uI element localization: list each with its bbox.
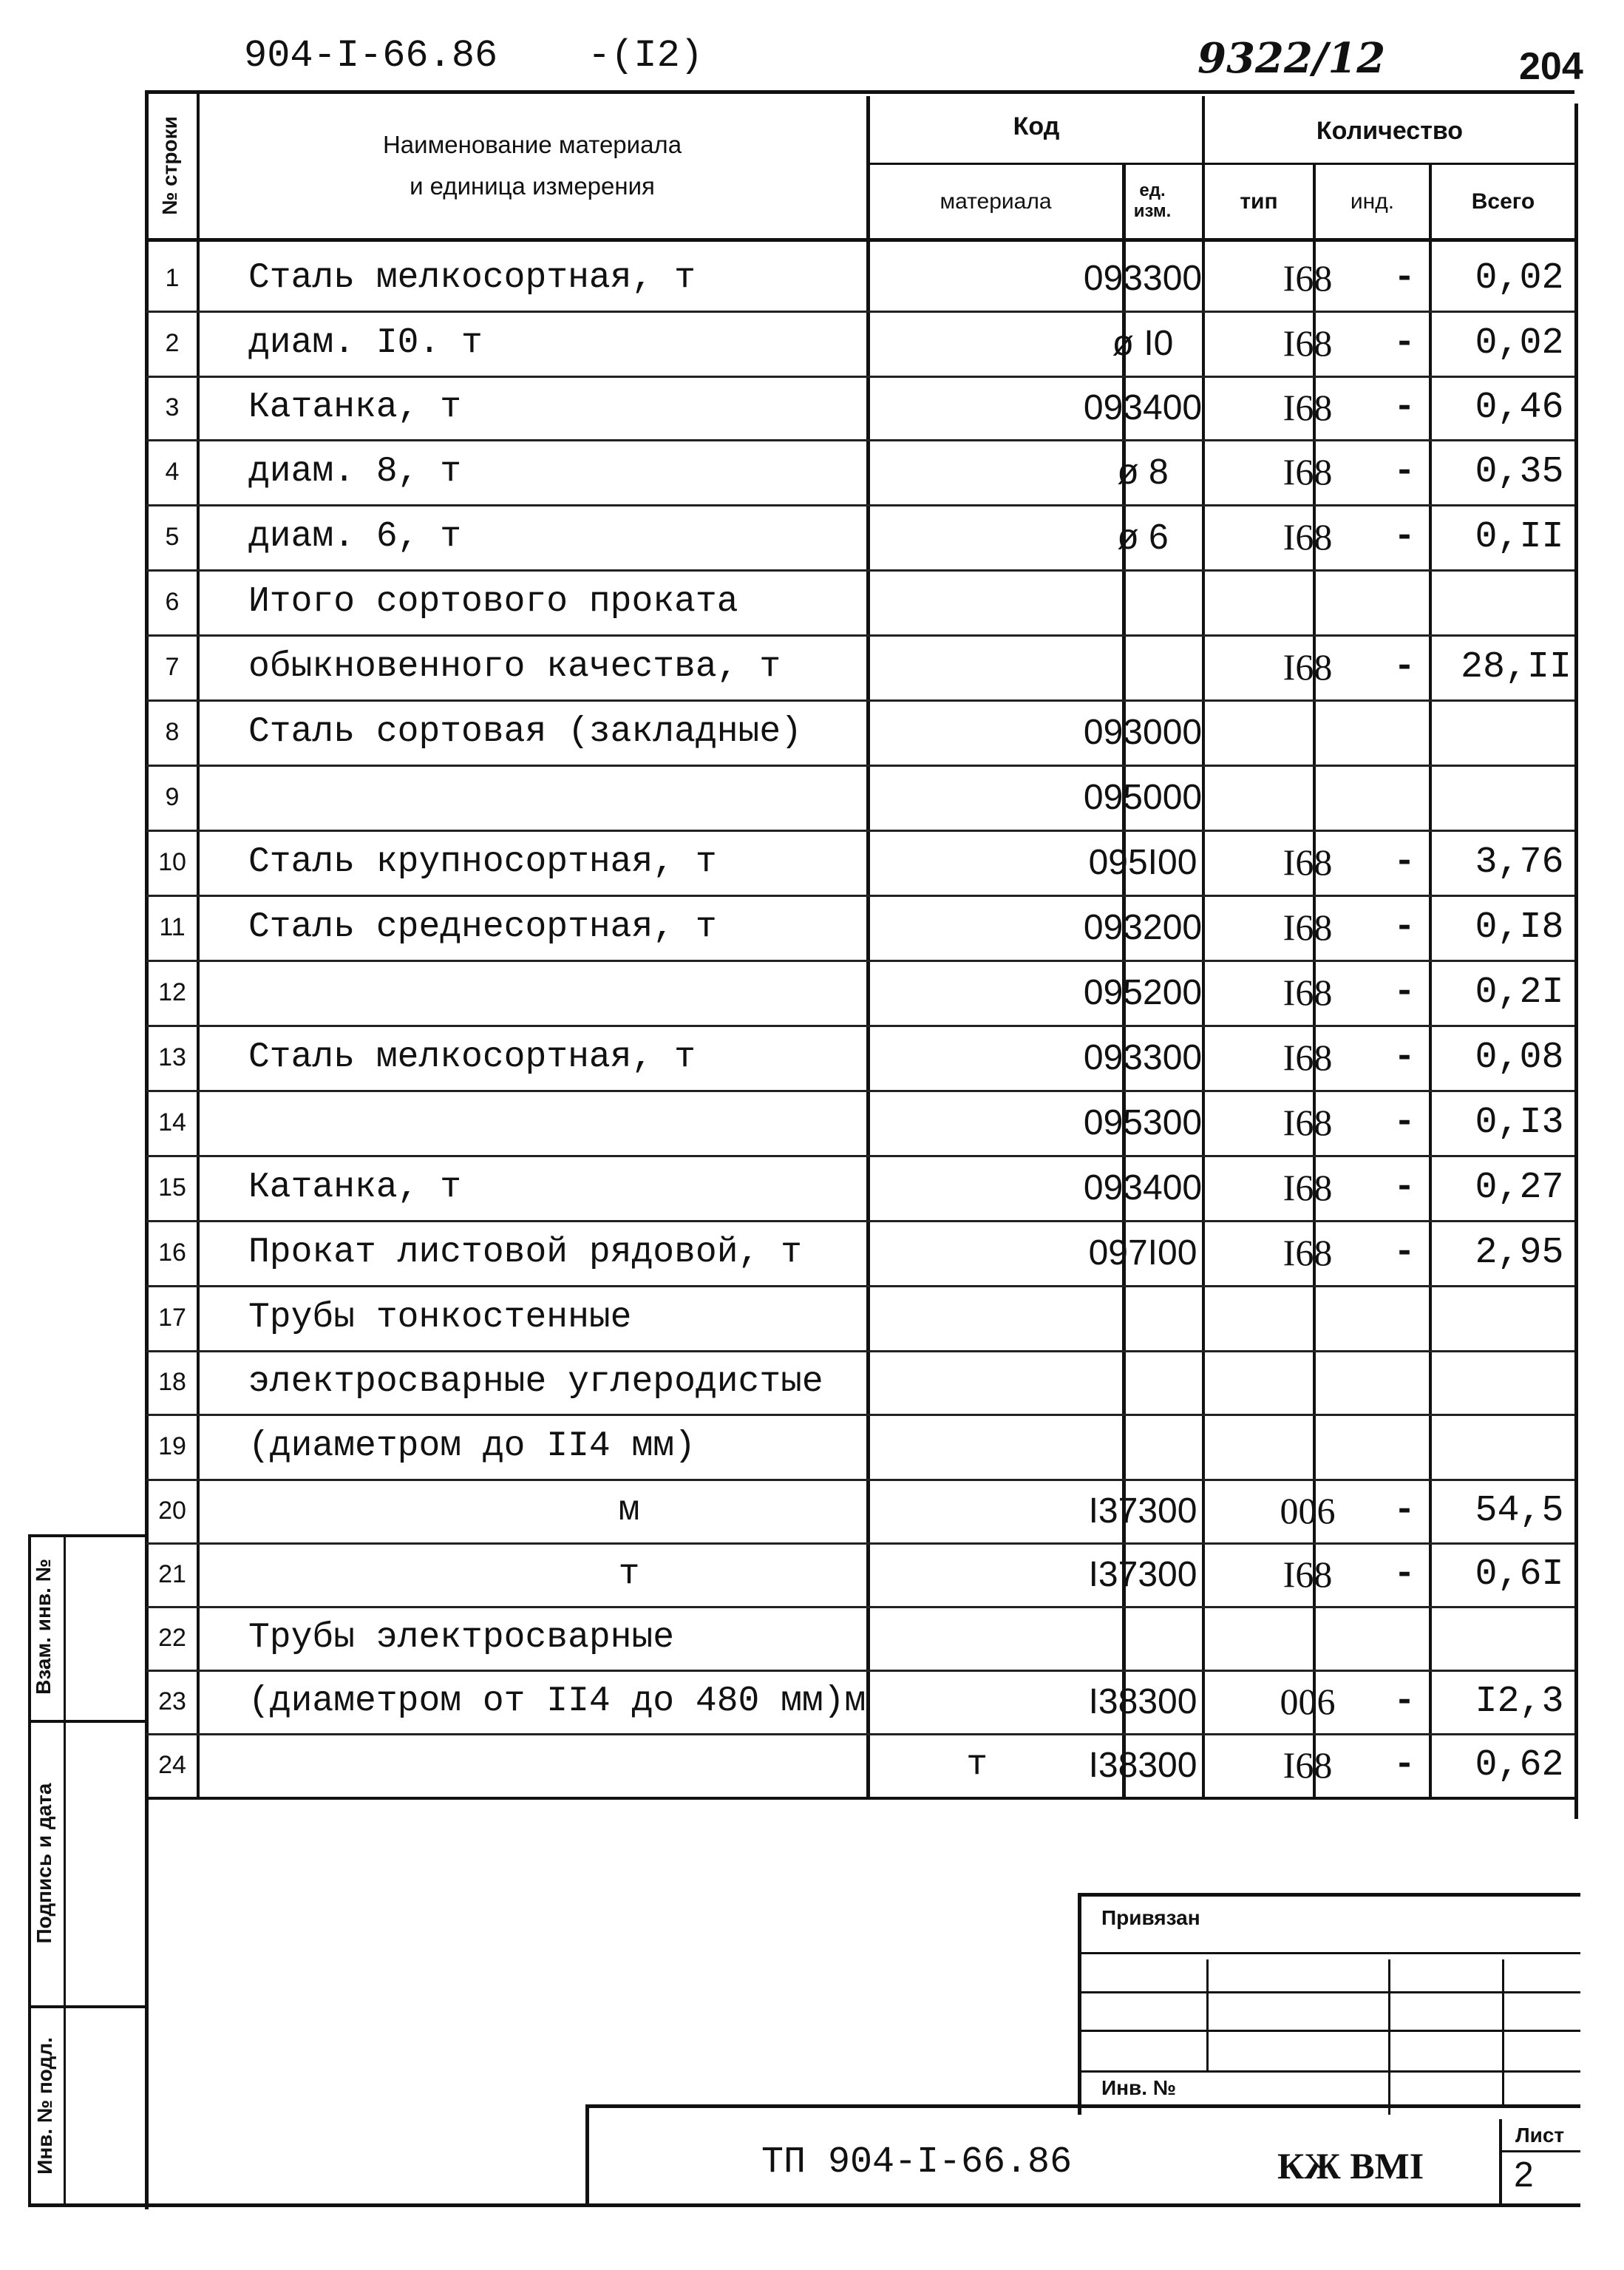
- material-code: 095200: [1083, 972, 1203, 1012]
- row-number: 13: [158, 1043, 186, 1071]
- stamp-divider-2: [28, 2005, 146, 2008]
- unit-code: I68: [1282, 1167, 1333, 1208]
- qty-total: [1431, 569, 1573, 634]
- code-unit-header: ед. изм.: [1133, 180, 1172, 221]
- table-row: [146, 895, 1574, 962]
- material-name: Трубы тонкостенные: [248, 1298, 632, 1338]
- table-row: [146, 1220, 1574, 1287]
- unit-code: I68: [1282, 972, 1333, 1013]
- material-name: Прокат листовой рядовой, т: [248, 1233, 802, 1273]
- qty-type-header: тип: [1240, 189, 1278, 214]
- qty-total: [1431, 1025, 1573, 1090]
- qty-group-header: Количество: [1316, 117, 1464, 145]
- qty-type: -: [1393, 323, 1416, 363]
- material-name: (диаметром до II4 мм): [248, 1426, 696, 1466]
- table-row: [146, 765, 1574, 832]
- qty-total-header: Всего: [1471, 189, 1535, 214]
- qty-type: -: [1393, 907, 1416, 947]
- material-name: Итого сортового проката: [248, 582, 738, 622]
- unit-code: I68: [1282, 1744, 1333, 1786]
- qty-total: [1431, 245, 1573, 311]
- binding-inv-label: Инв. №: [1101, 2076, 1177, 2099]
- row-number: 6: [165, 587, 180, 616]
- unit-code: 006: [1280, 1681, 1336, 1722]
- qty-type: -: [1393, 1491, 1416, 1531]
- stamp-podpis-data: Подпись и дата: [33, 1783, 55, 1944]
- row-number: 10: [158, 847, 186, 876]
- table-row: [146, 1542, 1574, 1608]
- material-name: [248, 1090, 1010, 1155]
- material-code: I38300: [1088, 1681, 1197, 1721]
- material-code: [1017, 1606, 1268, 1670]
- unit-code: I68: [1282, 841, 1333, 883]
- code-material-header: материала: [940, 189, 1052, 214]
- binding-col-1: [1206, 1959, 1209, 2070]
- qty-total: [1431, 1606, 1573, 1670]
- material-name: Сталь крупносортная, т: [248, 842, 717, 882]
- material-code: 095I00: [1088, 842, 1197, 882]
- qty-type: -: [1393, 842, 1416, 882]
- material-name: электросварные углеродистые: [248, 1362, 823, 1402]
- binding-top-line: [1078, 1893, 1580, 1897]
- material-name: диам. 8, т: [248, 452, 462, 492]
- qty-total: [1431, 1350, 1573, 1414]
- row-number: 4: [165, 457, 180, 486]
- qty-type: -: [1393, 1168, 1416, 1207]
- qty-total: [1431, 895, 1573, 960]
- qty-ind: 0,02: [1475, 257, 1564, 299]
- material-name: Сталь сортовая (закладные): [248, 712, 802, 752]
- row-number: 12: [158, 978, 186, 1006]
- qty-total: [1431, 830, 1573, 895]
- unit-code: I68: [1282, 646, 1333, 688]
- qty-type: -: [1393, 647, 1416, 687]
- stamp-outer-line: [28, 1534, 31, 2207]
- qty-ind: I2,3: [1475, 1680, 1564, 1723]
- row-number: 23: [158, 1687, 186, 1715]
- binding-line-1: [1081, 1952, 1580, 1954]
- material-name: (диаметром от II4 до 480 мм)м: [248, 1681, 866, 1721]
- table-row: [146, 1670, 1574, 1735]
- row-number: 18: [158, 1367, 186, 1396]
- row-number: 16: [158, 1238, 186, 1267]
- table-row: [146, 1479, 1574, 1545]
- row-number: 9: [165, 782, 180, 811]
- stamp-inv-podl: Инв. № подл.: [33, 2037, 56, 2175]
- material-code: 093000: [1083, 712, 1203, 752]
- unit-code: [1273, 1350, 1342, 1414]
- material-code: 097I00: [1088, 1233, 1197, 1273]
- unit-code: I68: [1282, 451, 1333, 492]
- table-row: [146, 634, 1574, 702]
- unit-code: [1273, 569, 1342, 634]
- qty-total: [1431, 311, 1573, 376]
- page-number: 204: [1519, 45, 1583, 88]
- material-code: [1017, 1350, 1268, 1414]
- material-code: [1017, 1414, 1268, 1479]
- material-code: 093300: [1083, 1037, 1203, 1077]
- table-row: [146, 311, 1574, 378]
- qty-type: -: [1393, 972, 1416, 1012]
- material-name: т: [966, 1745, 988, 1785]
- handwritten-number: 9322/12: [1197, 34, 1386, 83]
- title-mark: КЖ ВМI: [1277, 2145, 1424, 2186]
- material-code: I37300: [1088, 1491, 1197, 1531]
- qty-total: [1431, 1733, 1573, 1797]
- material-code: 095300: [1083, 1102, 1203, 1142]
- table-row: [146, 960, 1574, 1027]
- sheet-number: 2: [1514, 2155, 1534, 2195]
- row-number: 2: [165, 328, 180, 357]
- row-number: 7: [165, 652, 180, 681]
- header-bottom-border: [145, 238, 1576, 242]
- qty-total: [1431, 1479, 1573, 1542]
- qty-type: -: [1393, 1233, 1416, 1273]
- material-name: Катанка, т: [248, 1168, 462, 1207]
- material-code: ø 8: [1117, 452, 1169, 492]
- material-name: [248, 960, 1010, 1025]
- qty-ind: 0,46: [1475, 386, 1564, 429]
- material-name: диам. 6, т: [248, 517, 462, 557]
- qty-total: [1431, 1670, 1573, 1733]
- material-code: 093200: [1083, 907, 1203, 947]
- row-number: 22: [158, 1623, 186, 1652]
- material-name: Сталь мелкосортная, т: [248, 258, 696, 298]
- binding-col-3: [1502, 1959, 1504, 2107]
- table-row: [146, 504, 1574, 572]
- table-row: [146, 1155, 1574, 1222]
- qty-total: [1431, 1090, 1573, 1155]
- row-number: 3: [165, 393, 180, 421]
- row-number: 20: [158, 1496, 186, 1525]
- material-code: 093400: [1083, 387, 1203, 427]
- qty-ind: 0,35: [1475, 450, 1564, 493]
- unit-code: I68: [1282, 322, 1333, 364]
- binding-line-3: [1081, 2030, 1580, 2032]
- material-name: Трубы электросварные: [248, 1618, 675, 1658]
- binding-line-4: [1081, 2070, 1580, 2073]
- qty-total: [1431, 376, 1573, 439]
- qty-total: [1431, 765, 1573, 830]
- row-number: 1: [165, 263, 180, 292]
- qty-ind: 0,08: [1475, 1036, 1564, 1079]
- table-bottom-border: [145, 1797, 1576, 1800]
- table-row: [146, 376, 1574, 441]
- unit-code: I68: [1282, 1554, 1333, 1595]
- unit-code: I68: [1282, 907, 1333, 948]
- qty-ind: 54,5: [1475, 1489, 1564, 1532]
- qty-type: -: [1393, 1554, 1416, 1594]
- qty-ind-header: инд.: [1350, 189, 1395, 214]
- qty-ind: 0,I8: [1475, 906, 1564, 949]
- qty-ind: 0,II: [1475, 515, 1564, 558]
- material-code: [1017, 1285, 1268, 1350]
- unit-code: I68: [1282, 257, 1333, 299]
- title-block-top-line: [585, 2104, 1580, 2108]
- table-row: [146, 1606, 1574, 1672]
- qty-type: -: [1393, 1745, 1416, 1785]
- qty-type: -: [1393, 1037, 1416, 1077]
- material-name: диам. I0. т: [248, 323, 483, 363]
- unit-code: [1273, 699, 1342, 765]
- title-block-sheet-line: [1499, 2119, 1502, 2205]
- binding-left-line: [1078, 1893, 1081, 2115]
- table-row: [146, 1733, 1574, 1799]
- unit-code: 006: [1280, 1490, 1336, 1531]
- qty-total: [1431, 1155, 1573, 1220]
- unit-code: [1273, 1414, 1342, 1479]
- table-row: [146, 245, 1574, 313]
- row-number: 5: [165, 522, 180, 551]
- qty-type: -: [1393, 1102, 1416, 1142]
- table-row: [146, 1414, 1574, 1481]
- material-name: м: [618, 1491, 640, 1531]
- qty-type: -: [1393, 452, 1416, 492]
- sheet-label: Лист: [1515, 2124, 1565, 2147]
- row-number: 21: [158, 1559, 186, 1588]
- qty-total: [1431, 634, 1573, 699]
- table-top-border: [145, 90, 1574, 94]
- qty-total: [1431, 1414, 1573, 1479]
- material-code: 093300: [1083, 258, 1203, 298]
- unit-code: [1273, 765, 1342, 830]
- part-number: -(I2): [588, 34, 704, 78]
- title-doc-number: ТП 904-I-66.86: [761, 2141, 1073, 2183]
- qty-type: -: [1393, 517, 1416, 557]
- material-name: Катанка, т: [248, 387, 462, 427]
- table-row: [146, 1285, 1574, 1352]
- qty-ind: 0,2I: [1475, 971, 1564, 1014]
- stamp-inner-line: [64, 1534, 66, 2207]
- material-name: Сталь мелкосортная, т: [248, 1037, 696, 1077]
- row-number: 14: [158, 1108, 186, 1136]
- unit-code: I68: [1282, 1102, 1333, 1143]
- binding-col-2: [1388, 1959, 1390, 2115]
- qty-ind: 0,6I: [1475, 1553, 1564, 1596]
- table-row: [146, 699, 1574, 767]
- stamp-divider-1: [28, 1720, 146, 1723]
- table-row: [146, 1025, 1574, 1092]
- name-header-line2: и единица измерения: [410, 172, 655, 200]
- qty-ind: 2,95: [1475, 1231, 1564, 1274]
- qty-total: [1431, 699, 1573, 765]
- qty-total: [1431, 504, 1573, 569]
- material-code: 095000: [1083, 777, 1203, 817]
- qty-total: [1431, 960, 1573, 1025]
- qty-ind: 0,62: [1475, 1744, 1564, 1786]
- unit-code: I68: [1282, 1232, 1333, 1273]
- material-name: обыкновенного качества, т: [248, 647, 781, 687]
- qty-type: -: [1393, 1681, 1416, 1721]
- row-number: 17: [158, 1303, 186, 1332]
- qty-ind: 3,76: [1475, 841, 1564, 884]
- qty-total: [1431, 1220, 1573, 1285]
- table-row: [146, 439, 1574, 506]
- row-number: 24: [158, 1750, 186, 1779]
- row-no-header: № строки: [158, 116, 181, 215]
- material-code: [1017, 634, 1268, 699]
- document-code: 904-I-66.86: [244, 34, 498, 78]
- row-number: 11: [159, 912, 186, 941]
- code-group-header: Код: [1013, 112, 1060, 140]
- material-code: 093400: [1083, 1168, 1203, 1207]
- title-block-left-line: [585, 2104, 589, 2205]
- row-number: 8: [165, 717, 180, 746]
- material-code: ø 6: [1117, 517, 1169, 557]
- qty-type: -: [1393, 387, 1416, 427]
- material-name: т: [618, 1554, 640, 1594]
- unit-code: [1273, 1285, 1342, 1350]
- unit-code: [1273, 1606, 1342, 1670]
- name-header-line1: Наименование материала: [382, 131, 682, 158]
- table-row: [146, 1090, 1574, 1157]
- qty-ind: 0,27: [1475, 1166, 1564, 1209]
- unit-code: I68: [1282, 387, 1333, 428]
- qty-ind: 0,I3: [1475, 1101, 1564, 1144]
- row-number: 15: [158, 1173, 186, 1202]
- material-code: I38300: [1088, 1745, 1197, 1785]
- binding-line-2: [1081, 1991, 1580, 1993]
- qty-subheader-line: [1209, 163, 1576, 165]
- unit-code: I68: [1282, 1037, 1333, 1078]
- table-row: [146, 830, 1574, 897]
- stamp-vzam-inv: Взам. инв. №: [32, 1559, 55, 1695]
- page-bottom-line: [28, 2203, 1580, 2207]
- qty-ind: 28,II: [1460, 646, 1572, 688]
- material-name: [248, 765, 1010, 830]
- material-name: Сталь среднесортная, т: [248, 907, 717, 947]
- qty-total: [1431, 1285, 1573, 1350]
- code-subheader-line: [869, 163, 1209, 165]
- table-row: [146, 1350, 1574, 1416]
- binding-label: Привязан: [1101, 1906, 1200, 1929]
- material-code: [1017, 569, 1268, 634]
- material-code: I37300: [1088, 1554, 1197, 1594]
- qty-total: [1431, 439, 1573, 504]
- qty-total: [1431, 1542, 1573, 1606]
- unit-code: I68: [1282, 516, 1333, 558]
- title-block-sheet-divider: [1501, 2150, 1580, 2152]
- qty-type: -: [1393, 258, 1416, 298]
- table-row: [146, 569, 1574, 637]
- row-number: 19: [158, 1432, 186, 1460]
- qty-ind: 0,02: [1475, 322, 1564, 365]
- material-code: ø I0: [1112, 323, 1174, 363]
